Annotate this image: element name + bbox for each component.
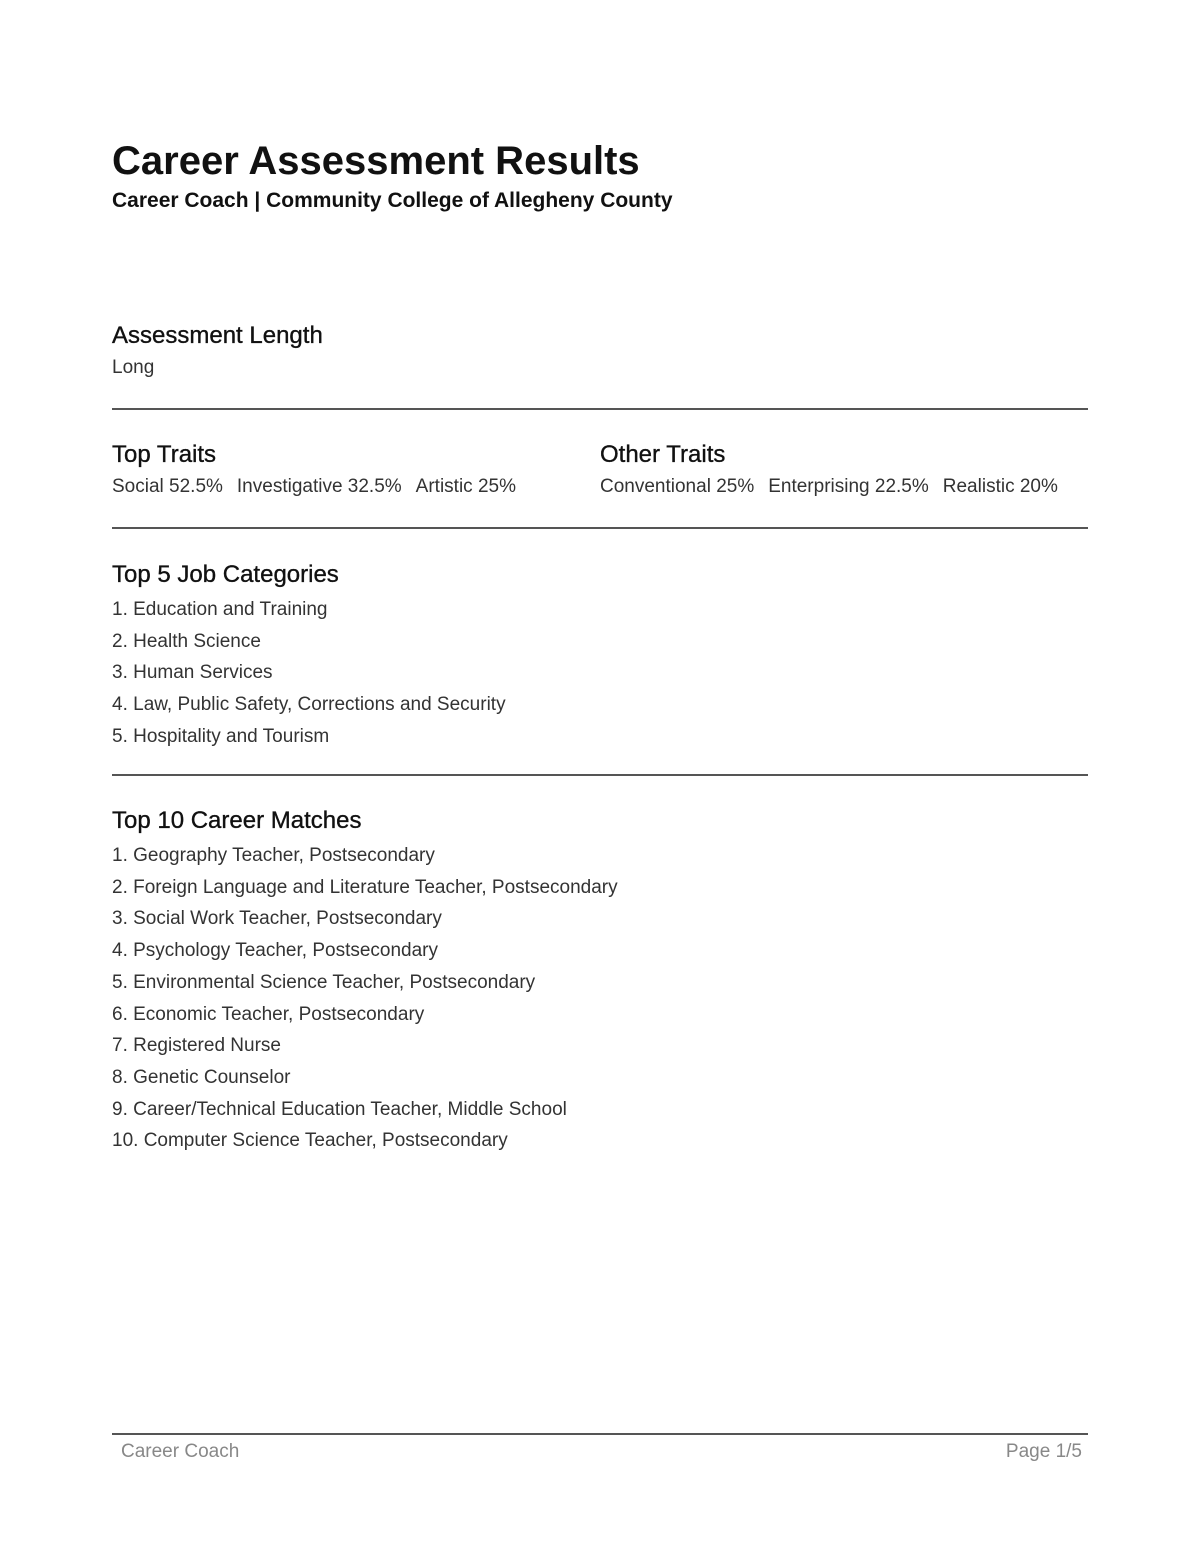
list-item: 4. Law, Public Safety, Corrections and Security [112,694,506,716]
list-item: 4. Psychology Teacher, Postsecondary [112,940,439,962]
top-traits-column [112,440,516,499]
other-trait-item: Conventional 25% [600,476,755,497]
assessment-length-heading: Assessment Length [112,322,323,349]
list-item: 9. Career/Technical Education Teacher, Middle School [112,1098,567,1120]
list-item: 3. Human Services [112,662,273,684]
assessment-length-section [112,321,323,380]
top-traits-list [112,475,516,499]
list-item: 1. Education and Training [112,599,328,620]
footer-divider [112,1433,1088,1435]
other-traits-heading: Other Traits [600,441,726,468]
job-categories-heading: Top 5 Job Categories [112,561,339,588]
other-trait-item: Enterprising 22.5% [768,476,929,497]
footer-app-name: Career Coach [121,1441,240,1462]
list-item: 2. Foreign Language and Literature Teacher, Postsecondary [112,876,618,898]
list-item: 8. Genetic Counselor [112,1066,291,1088]
career-matches-heading: Top 10 Career Matches [112,807,362,834]
section-divider [112,408,1088,410]
list-item: 5. Hospitality and Tourism [112,725,330,747]
section-divider [112,774,1088,776]
top-trait-item: Artistic 25% [415,476,516,497]
top-trait-item: Investigative 32.5% [236,476,402,497]
job-categories-section [112,560,506,753]
list-item: 7. Registered Nurse [112,1035,281,1057]
other-traits-list [600,475,1058,499]
top-trait-item: Social 52.5% [112,476,223,497]
list-item: 2. Health Science [112,630,261,652]
page-subtitle: Career Coach | Community College of Allegheny County [112,189,673,212]
traits-section [112,440,1088,510]
list-item: 3. Social Work Teacher, Postsecondary [112,908,442,930]
page-title: Career Assessment Results [112,139,640,183]
top-traits-heading: Top Traits [112,441,217,468]
other-traits-column [600,440,1058,499]
list-item: 6. Economic Teacher, Postsecondary [112,1003,425,1025]
page-number: Page 1/5 [1005,1441,1082,1462]
page-footer [112,1440,1088,1464]
list-item: 5. Environmental Science Teacher, Postsecondary [112,971,536,993]
career-matches-section [112,806,618,1157]
assessment-length-value: Long [112,357,155,378]
job-categories-list [112,594,506,753]
document-page [112,0,1088,1553]
list-item: 10. Computer Science Teacher, Postsecondary [112,1130,508,1152]
career-matches-list [112,840,618,1157]
list-item: 1. Geography Teacher, Postsecondary [112,845,435,866]
other-trait-item: Realistic 20% [942,476,1058,497]
section-divider [112,527,1088,529]
